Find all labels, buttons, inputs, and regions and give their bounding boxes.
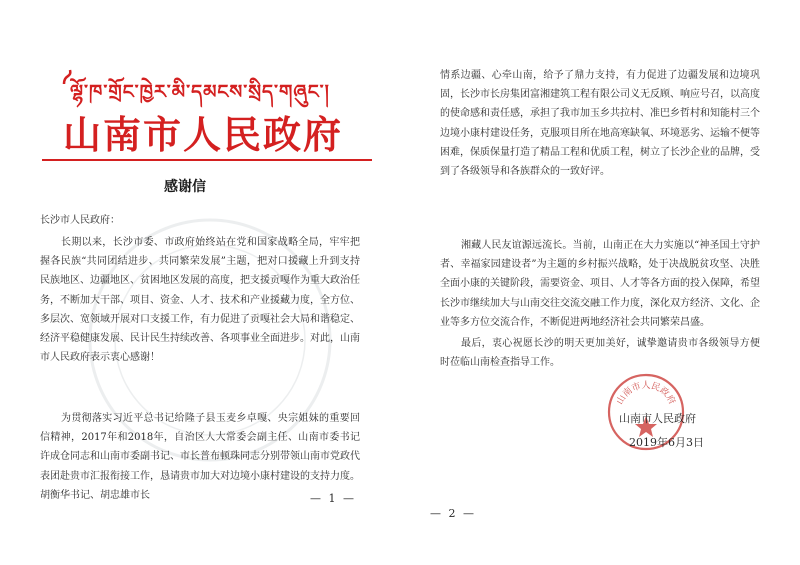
page-1 [0, 0, 396, 565]
paragraph-3: 湘藏人民友谊源远流长。当前，山南正在大力实施以“神圣国土守护者、幸福家园建设者”为主题的乡村振兴战略，处于决战脱贫攻坚、决胜全面小康的关键阶段，需要资金、项目、人才等各方面的投入保障，希望长沙市继续加大与山南交往交流交融工作力度，深化双方经济、文化、企业等多方位交流合作，不断促进两地经济社会共同繁荣昌盛。 [440, 240, 760, 328]
red-divider [42, 159, 372, 161]
seal-text: 山南市人民政府 [615, 381, 677, 407]
signer: 山南市人民政府 [619, 412, 696, 425]
letter-title: 感谢信 [164, 179, 206, 195]
addressee: 长沙市人民政府： [40, 215, 120, 226]
signature-date: 2019年6月3日 [629, 436, 704, 449]
page-number-2: — 2 — [430, 507, 476, 520]
paragraph-1: 长期以来，长沙市委、市政府始终站在党和国家战略全局，牢牢把握各民族“共同团结进步、共同繁荣发展”主题，把对口援藏上升到支持民族地区、边疆地区、贫困地区发展的高度，把支援贡嘎作为重大政治任务，不断加大干部、项目、资金、人才、技术和产业援藏力度，全方位、多层次、宽领域开展对口支援工作，有力促进了贡嘎社会大局和谐稳定、经济平稳健康发展、民计民生持续改善、各项事业全面进步。对此，山南市人民政府表示衷心感谢！ [40, 237, 360, 364]
page-number: — 1 — [310, 492, 356, 505]
paragraph-continued: 情系边疆、心牵山南，给予了鼎力支持，有力促进了边疆发展和边境巩固，长沙市长房集团富湘建筑工程有限公司义无反顾、响应号召，以高度的使命感和责任感，承担了我市加玉乡共拉村、准巴乡哲村和知能村三个边境小康村建设任务，克服项目所在地高寒缺氧、环境恶劣、运输不便等困难，保质保量打造了精品工程和优质工程，树立了长沙企业的品牌，受到了各级领导和各族群众的一致好评。 [440, 70, 760, 178]
paragraph-4: 最后，衷心祝愿长沙的明天更加美好，诚挚邀请贵市各级领导方便时莅临山南检查指导工作。 [440, 338, 760, 369]
page-gap [396, 0, 404, 565]
tibetan-header: ལྷོ་ཁ་གྲོང་ཁྱེར་མི་དམངས་སྲིད་གཞུང་། [70, 81, 330, 103]
paragraph-2: 为贯彻落实习近平总书记给隆子县玉麦乡卓嘎、央宗姐妹的重要回信精神，2017年和2018年，自治区人大常委会副主任、山南市委书记许成仓同志和山南市委副书记、市长普布顿珠同志分别带领山南市党政代表团赴贵市汇报衔接工作，恳请贵市加大对边境小康村建设的支持力度。胡衡华书记、胡忠雄市长 [40, 413, 360, 501]
government-title: 山南市人民政府 [63, 112, 344, 157]
